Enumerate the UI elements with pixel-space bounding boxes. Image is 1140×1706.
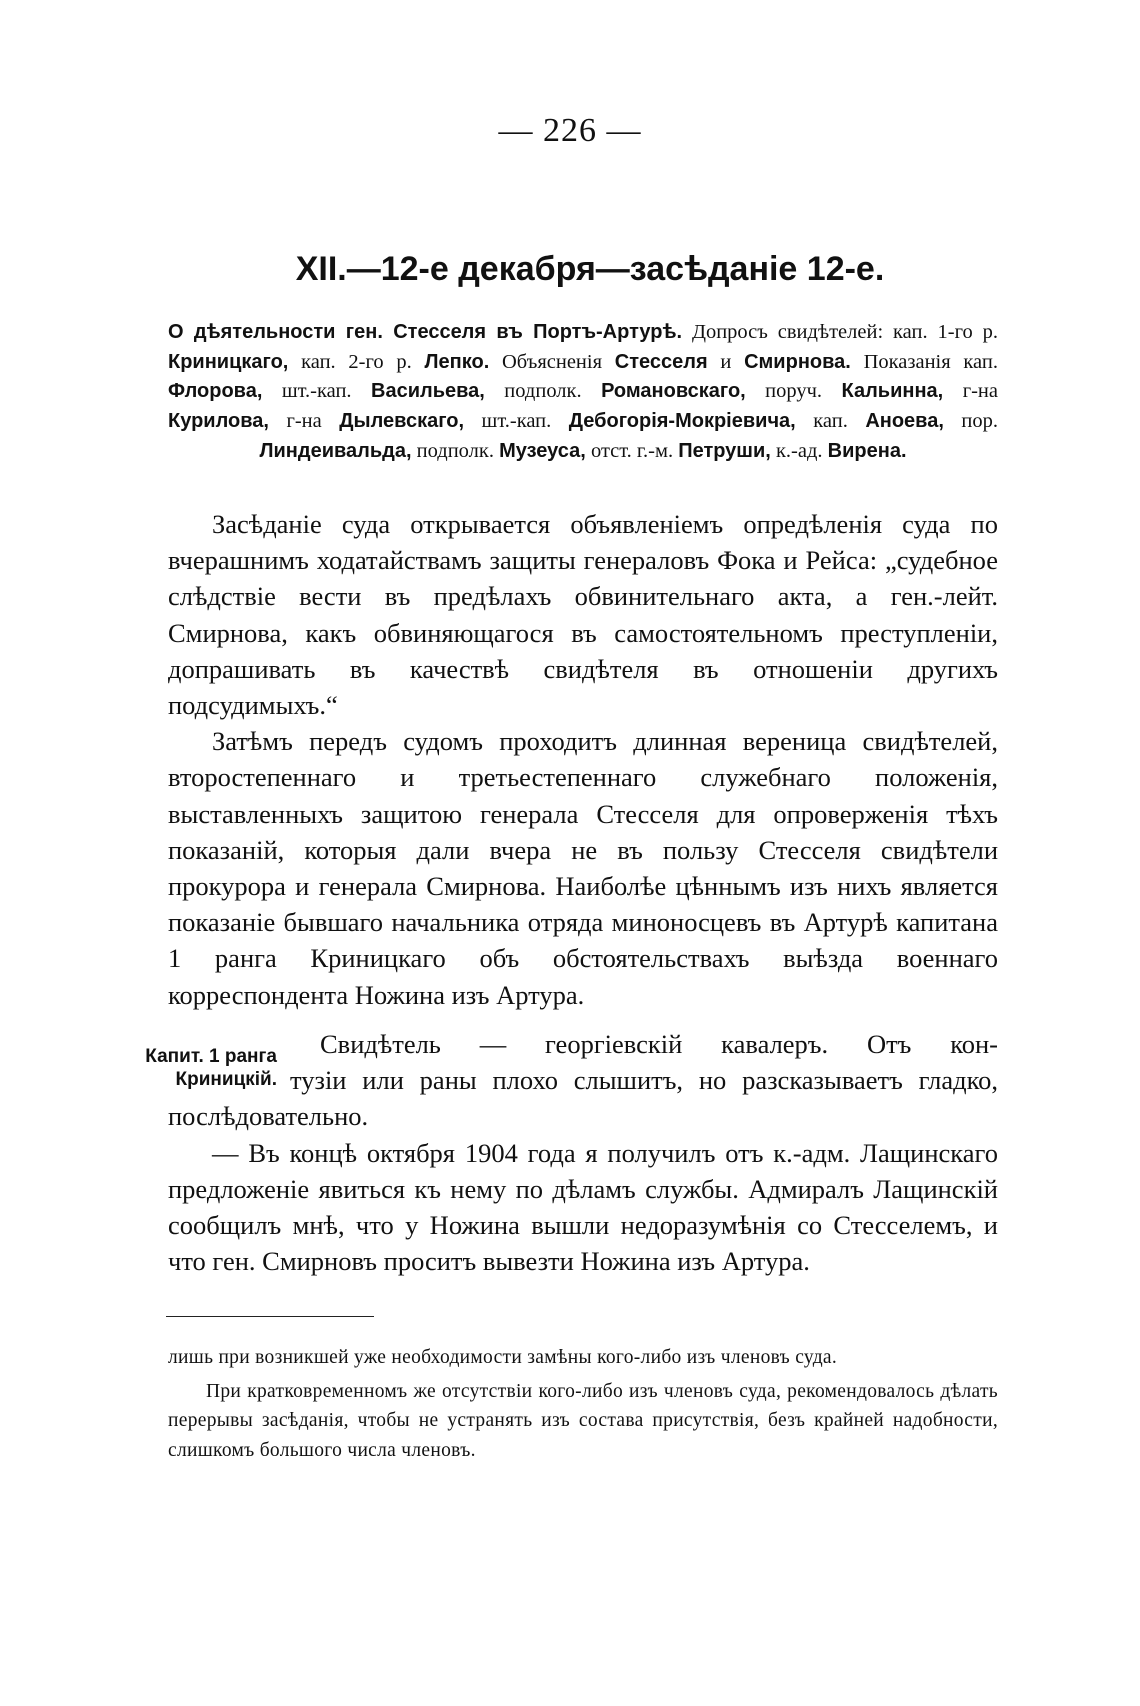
witness-testimony <box>168 1026 998 1279</box>
chapter-summary <box>168 318 998 467</box>
paragraph-opening: Засѣданіе суда открывается объявленіемъ опредѣленія суда по вчерашнимъ ходатайствамъ защиты генераловъ Фока и Рейса: „судебное слѣдствіе вести въ предѣлахъ обвинительнаго акта, а ген.-лейт. Смирнова, какъ обвиняющагося въ самостоятельномъ преступленіи, допрашивать въ качествѣ свидѣтеля въ отношеніи другихъ подсудимыхъ.“ <box>168 509 998 721</box>
summary-bold-segment: Дебогорія-Мокріевича, <box>568 410 796 433</box>
summary-segment: кап. <box>795 410 866 433</box>
witness-intro-line <box>168 1026 998 1062</box>
body-text <box>168 506 998 1013</box>
summary-bold-segment: Вирена. <box>827 439 907 462</box>
summary-segment: шт.-кап. <box>464 410 569 433</box>
summary-segment: подполк. <box>411 439 500 462</box>
summary-bold-segment: Стесселя <box>614 350 708 373</box>
summary-segment: Объясненія <box>489 350 615 373</box>
summary-bold-segment: Музеуса, <box>499 439 586 462</box>
witness-intro-rest: тузіи или раны плохо слышитъ, но разсказываетъ гладко, послѣдовательно. <box>168 1065 998 1132</box>
intro-word: — <box>479 1029 507 1059</box>
paragraph-witnesses: Затѣмъ передъ судомъ проходитъ длинная вереница свидѣтелей, второстепеннаго и третьестепеннаго служебнаго положенія, выставленныхъ защитою генерала Стесселя для опроверженія тѣхъ показаній, которыя дали вчера не въ пользу Стесселя свидѣтели прокурора и генерала Смирнова. Наиболѣе цѣннымъ изъ нихъ является показаніе бывшаго начальника отряда миноносцевъ въ Артурѣ капитана 1 ранга Криницкаго объ обстоятельствахъ выѣзда военнаго корреспондента Ножина изъ Артура. <box>168 726 998 1010</box>
summary-segment: Показанія кап. <box>850 350 998 373</box>
summary-bold-segment: Петруши, <box>678 439 771 462</box>
footnote-continuation: лишь при возникшей уже необходимости замѣны кого-либо изъ членовъ суда. <box>168 1347 838 1368</box>
summary-segment: шт.-кап. <box>262 380 372 403</box>
summary-segment: пор. <box>943 410 998 433</box>
summary-segment: отст. г.-м. <box>585 439 679 462</box>
intro-word: кон- <box>950 1029 998 1059</box>
summary-bold-segment: Васильева, <box>371 380 485 403</box>
footnote-rule <box>166 1316 374 1317</box>
footnote-paragraph: При кратковременномъ же отсутствіи кого-либо изъ членовъ суда, рекомендовалось дѣлать перерывы засѣданія, чтобы не устранять изъ состава присутствія, безъ крайней надобности, слишкомъ большого числа членовъ. <box>168 1380 998 1462</box>
summary-segment: Допросъ свидѣтелей: кап. 1-го р. <box>682 321 999 343</box>
summary-segment: поруч. <box>745 380 842 403</box>
summary-bold-segment: Аноева, <box>865 410 944 433</box>
summary-bold-segment: Флорова, <box>168 380 263 403</box>
summary-bold-segment: Криницкаго, <box>168 350 289 373</box>
intro-word: георгіевскій <box>545 1029 683 1059</box>
summary-bold-segment: Смирнова. <box>744 350 851 373</box>
summary-segment: к.-ад. <box>770 439 828 462</box>
witness-quote: — Въ концѣ октября 1904 года я получилъ отъ к.-адм. Лащинскаго предложеніе явиться къ нему по дѣламъ службы. Адмиралъ Лащинскій сообщилъ мнѣ, что у Ножина вышли недоразумѣнія со Стесселемъ, и что ген. Смирновъ проситъ вывезти Ножина изъ Артура. <box>168 1137 998 1277</box>
summary-bold-segment: Кальинна, <box>841 380 944 403</box>
summary-bold-segment: О дѣятельности ген. Стесселя въ Портъ-Артурѣ. <box>168 321 683 343</box>
margin-note-name: Криницкій. <box>175 1069 277 1090</box>
page-number: — 226 — <box>498 112 642 149</box>
summary-segment: г-на <box>268 410 340 433</box>
summary-bold-segment: Дылевскаго, <box>339 410 465 433</box>
summary-bold-segment: Курилова, <box>168 410 269 433</box>
margin-note-rank: Капит. 1 ранга <box>145 1046 277 1067</box>
intro-word: кавалеръ. <box>721 1029 829 1059</box>
summary-bold-segment: Романовскаго, <box>601 380 746 403</box>
chapter-title: XII.—12-е декабря—засѣданіе 12-е. <box>295 250 885 288</box>
summary-segment: и <box>707 350 745 373</box>
summary-bold-segment: Линдеивальда, <box>259 439 412 462</box>
summary-segment: кап. 2-го р. <box>288 350 425 373</box>
intro-word: Отъ <box>866 1029 912 1059</box>
intro-word: Свидѣтель <box>320 1029 441 1059</box>
summary-segment: подполк. <box>484 380 602 403</box>
summary-bold-segment: Лепко. <box>424 350 490 373</box>
footnotes <box>168 1343 998 1470</box>
summary-segment: г-на <box>943 380 998 403</box>
